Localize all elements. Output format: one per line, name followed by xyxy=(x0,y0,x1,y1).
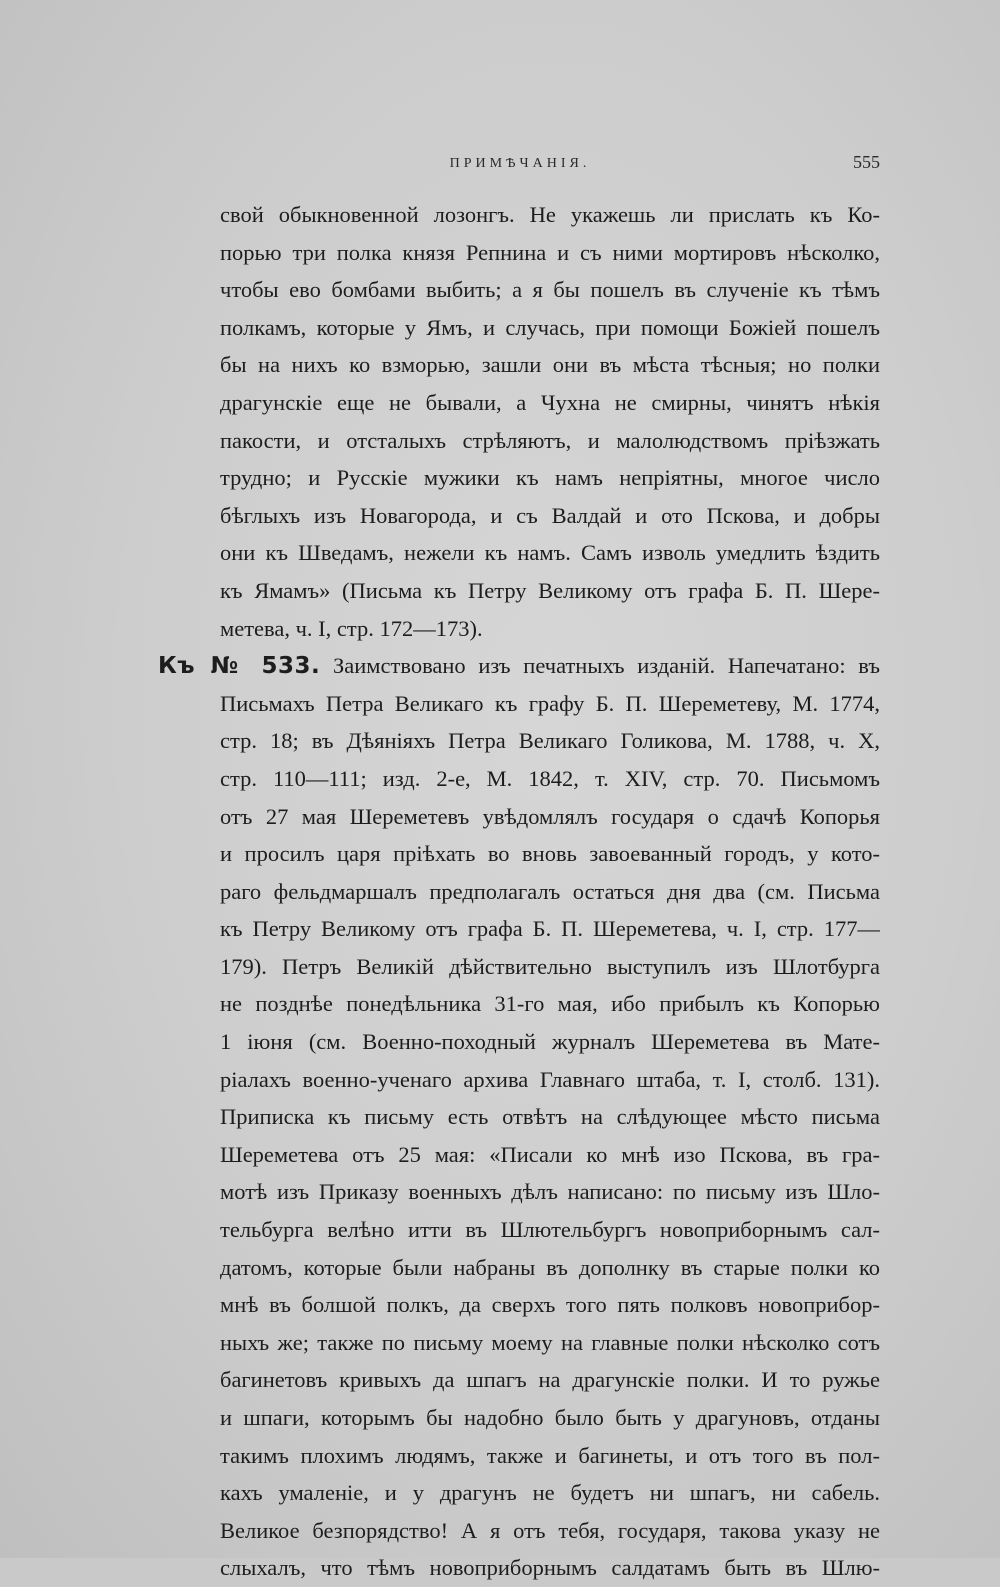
text-line: и шпаги, которымъ бы надобно было быть у драгуновъ, отданы xyxy=(220,1405,880,1430)
text-line: кахъ умаленіе, и у драгунъ не будетъ ни шпагъ, ни сабель. xyxy=(220,1480,880,1506)
running-title: ПРИМѢЧАНІЯ. xyxy=(449,156,591,171)
text-line: мотѣ изъ Приказу военныхъ дѣлъ написано: по письму изъ Шло- xyxy=(220,1179,880,1205)
text-line: стр. 110—111; изд. 2-е, М. 1842, т. XIV, стр. 70. Письмомъ xyxy=(220,765,880,791)
note-first-line-text: Заимствовано изъ печатныхъ изданій. Напечатано: въ xyxy=(333,653,880,679)
text-line: бѣглыхъ изъ Новагорода, и съ Валдай и ото Пскова, и добры xyxy=(220,502,880,528)
text-line: Шереметева отъ 25 мая: «Писали ко мнѣ изо Пскова, въ гра- xyxy=(220,1141,880,1167)
text-line: стр. 18; въ Дѣяніяхъ Петра Великаго Голикова, М. 1788, ч. X, xyxy=(220,728,880,754)
text-line: полкамъ, которые у Ямъ, и случась, при помощи Божіей пошелъ xyxy=(220,314,880,340)
text-line: датомъ, которые были набраны въ дополнку въ старые полки ко xyxy=(220,1254,880,1280)
text-line: тельбурга велѣно итти въ Шлютельбургъ новоприборнымъ сал- xyxy=(220,1217,880,1243)
text-line: чтобы ево бомбами выбить; а я бы пошелъ въ слученіе къ тѣмъ xyxy=(220,277,880,303)
note-first-line xyxy=(158,647,880,685)
text-line: трудно; и Русскіе мужики къ намъ непріятны, многое число xyxy=(220,465,880,491)
text-line: драгунскіе еще не бывали, а Чухна не смирны, чинятъ нѣкія xyxy=(220,389,880,415)
page-number: 555 xyxy=(853,152,880,172)
text-line: къ Петру Великому отъ графа Б. П. Шереметева, ч. I, стр. 177— xyxy=(220,916,880,942)
text-line: раго фельдмаршалъ предполагалъ остаться дня два (см. Письма xyxy=(220,878,880,904)
text-line: къ Ямамъ» (Письма къ Петру Великому отъ графа Б. П. Шере- xyxy=(220,577,880,603)
text-line: ріалахъ военно-ученаго архива Главнаго штаба, т. I, столб. 131). xyxy=(220,1066,880,1092)
text-line: Великое безпорядство! А я отъ тебя, государя, такова указу не xyxy=(220,1517,880,1543)
text-line: свой обыкновенной лозонгъ. Не укажешь ли прислать къ Ко- xyxy=(220,202,880,227)
text-line: слыхалъ, что тѣмъ новоприборнымъ салдатамъ быть въ Шлю- xyxy=(220,1555,880,1581)
text-line: отъ 27 мая Шереметевъ увѣдомлялъ государя о сдачѣ Копорья xyxy=(220,803,880,829)
text-line: Приписка къ письму есть отвѣтъ на слѣдующее мѣсто письма xyxy=(220,1104,880,1130)
text-line: они къ Шведамъ, нежели къ намъ. Самъ изволь умедлить ѣздить xyxy=(220,540,880,566)
text-line: 179). Петръ Великій дѣйствительно выступилъ изъ Шлотбурга xyxy=(220,953,880,979)
text-line: ныхъ же; также по письму моему на главные полки нѣсколко сотъ xyxy=(220,1329,880,1355)
text-line: не позднѣе понедѣльника 31-го мая, ибо прибылъ къ Копорью xyxy=(220,991,880,1017)
text-line: метева, ч. I, стр. 172—173). xyxy=(220,615,483,641)
note-533 xyxy=(158,647,880,1587)
text-line: бы на нихъ ко взморью, зашли они въ мѣста тѣсныя; но полки xyxy=(220,352,880,378)
text-line: багинетовъ кривыхъ да шпагъ на драгунскіе полки. И то ружье xyxy=(220,1367,880,1393)
text-line: порью три полка князя Репнина и съ ними мортировъ нѣсколко, xyxy=(220,239,880,265)
continued-paragraph xyxy=(220,196,880,647)
text-line: и просилъ царя пріѣхать во вновь завоеванный городъ, у кото- xyxy=(220,841,880,867)
text-line: такимъ плохимъ людямъ, также и багинеты, и отъ того въ пол- xyxy=(220,1442,880,1468)
note-reference: Къ № 533. xyxy=(158,653,321,680)
text-line: 1 іюня (см. Военно-походный журналъ Шереметева въ Мате- xyxy=(220,1029,880,1055)
text-line: Письмахъ Петра Великаго къ графу Б. П. Шереметеву, М. 1774, xyxy=(220,690,880,716)
text-line: пакости, и отсталыхъ стрѣляютъ, и малолюдствомъ пріѣзжать xyxy=(220,427,880,453)
running-head xyxy=(160,150,880,180)
text-line: мнѣ въ болшой полкъ, да сверхъ того пять полковъ новоприбор- xyxy=(220,1292,880,1318)
body-text xyxy=(158,196,880,1587)
